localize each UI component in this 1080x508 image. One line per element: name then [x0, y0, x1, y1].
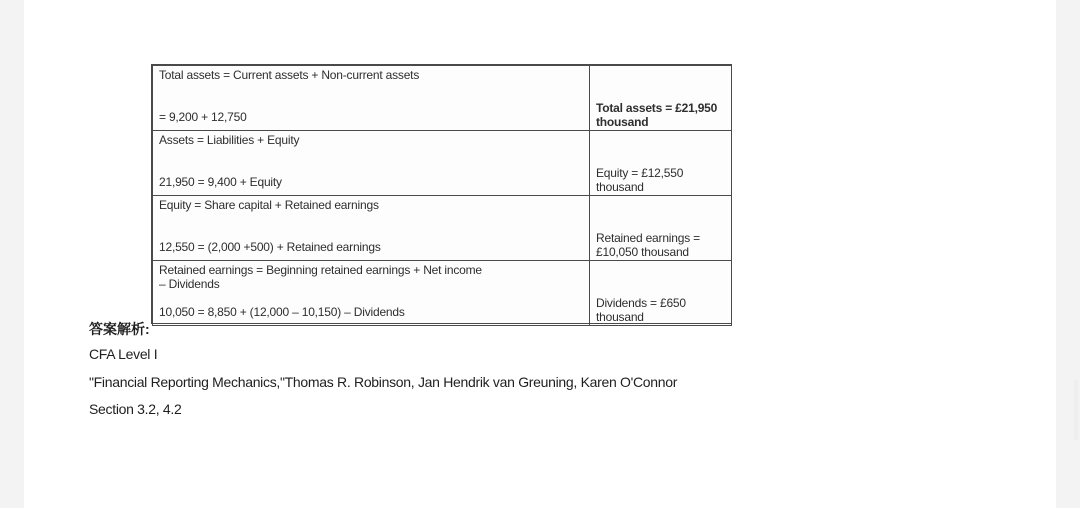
formula-cell: [153, 261, 590, 326]
reference-level: CFA Level I: [89, 346, 158, 362]
reference-sections: Section 3.2, 4.2: [89, 401, 182, 417]
result-text: Dividends = £650 thousand: [596, 296, 686, 324]
calculation-text: 10,050 = 8,850 + (12,000 – 10,150) – Dividends: [159, 305, 405, 319]
table-row: [153, 261, 732, 326]
formula-cell: [153, 66, 590, 131]
calculation-text: 12,550 = (2,000 +500) + Retained earnings: [159, 240, 381, 254]
result-text: Total assets = £21,950 thousand: [596, 101, 718, 129]
table-row: [153, 196, 732, 261]
formula-text: Retained earnings = Beginning retained earnings + Net income – Dividends: [159, 263, 482, 291]
formula-cell: [153, 131, 590, 196]
solution-table-image: [151, 64, 732, 324]
table-row: [153, 66, 732, 131]
formula-text: Assets = Liabilities + Equity: [159, 133, 300, 147]
formula-text: Total assets = Current assets + Non-current assets: [159, 68, 420, 82]
reference-reading: "Financial Reporting Mechanics,"Thomas R. Robinson, Jan Hendrik van Greuning, Karen O'Connor: [89, 374, 678, 390]
scrollbar-track[interactable]: [1074, 380, 1078, 440]
explanation-label: 答案解析:: [89, 321, 150, 337]
result-text: Retained earnings = £10,050 thousand: [596, 231, 700, 259]
result-cell: [590, 261, 732, 326]
result-cell: [590, 66, 732, 131]
calculation-text: = 9,200 + 12,750: [159, 110, 247, 124]
result-cell: [590, 131, 732, 196]
formula-cell: [153, 196, 590, 261]
formula-text: Equity = Share capital + Retained earnings: [159, 198, 379, 212]
result-cell: [590, 196, 732, 261]
calculation-text: 21,950 = 9,400 + Equity: [159, 175, 282, 189]
table-row: [153, 131, 732, 196]
result-text: Equity = £12,550 thousand: [596, 166, 684, 194]
solution-table: [152, 65, 732, 326]
